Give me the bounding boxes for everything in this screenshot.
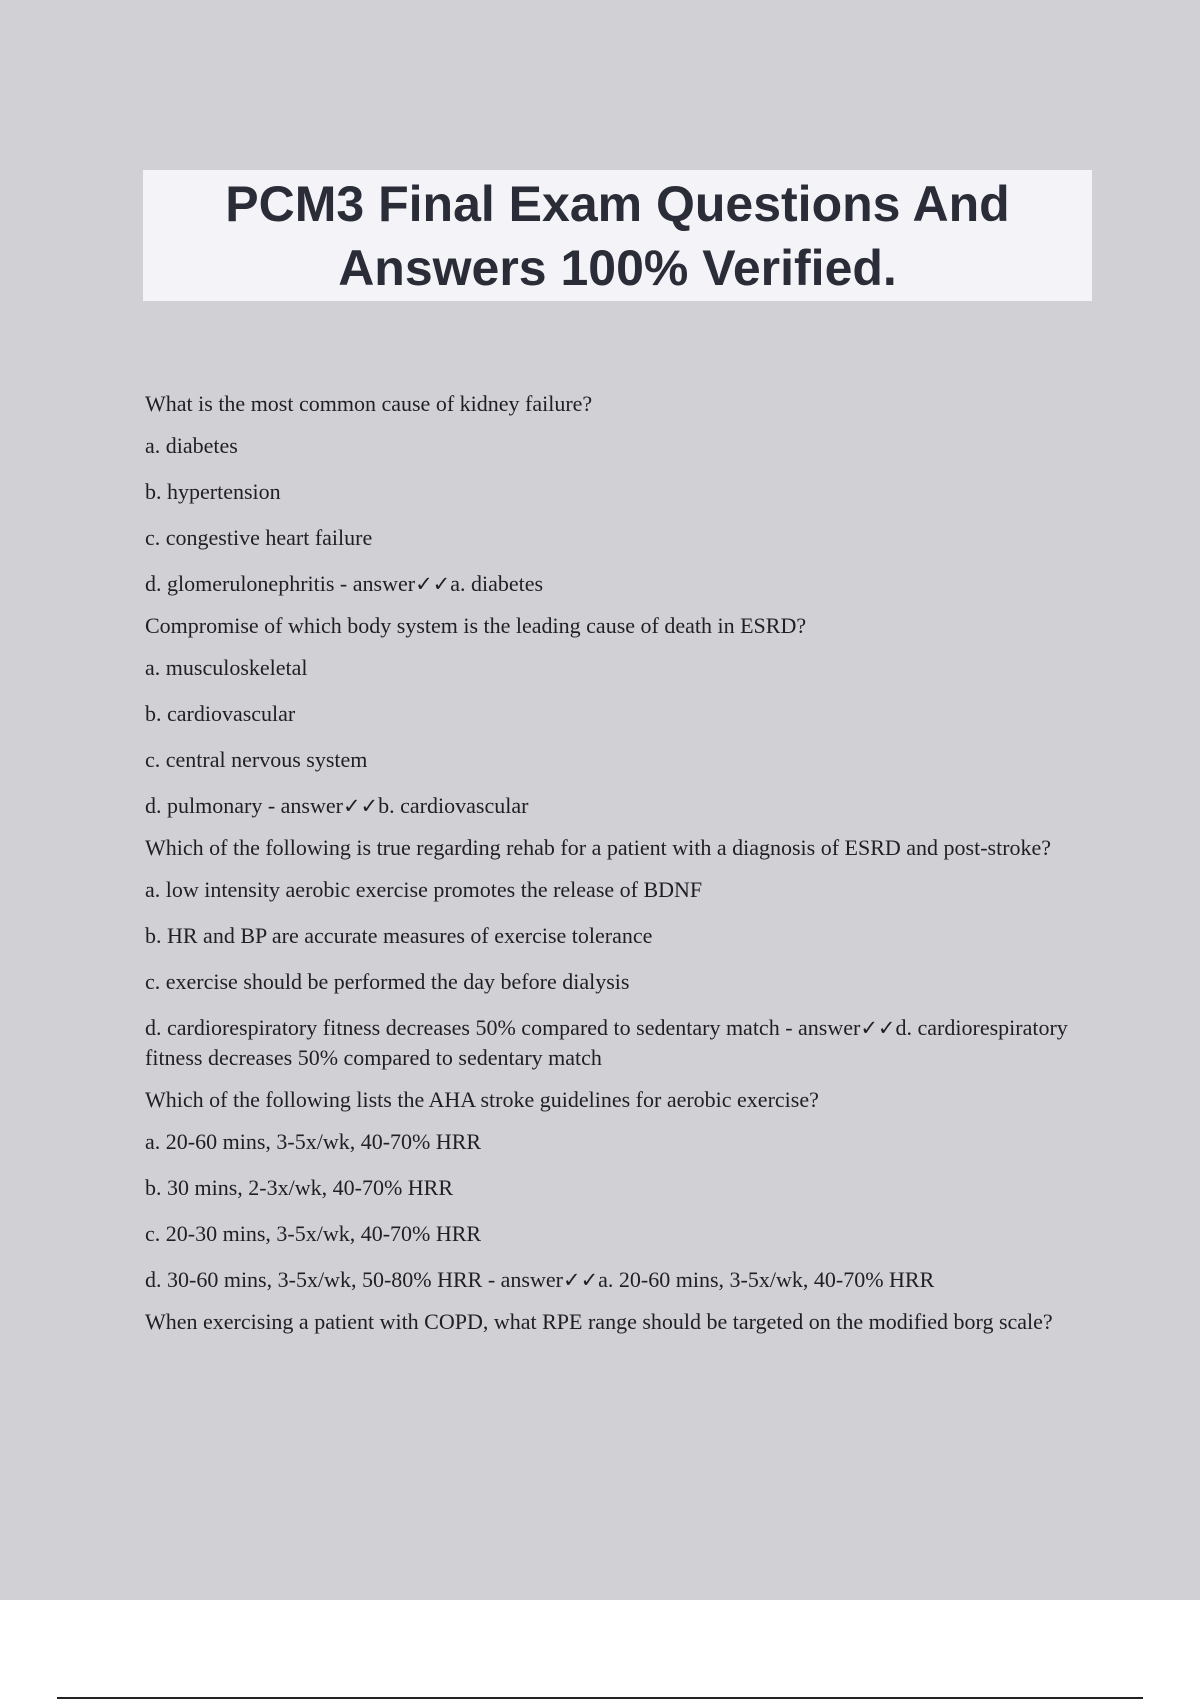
option-d-with-answer [145, 1013, 1085, 1073]
qa-content [145, 389, 1085, 1349]
double-check-icon: ✓✓ [415, 572, 451, 596]
option-d: d. pulmonary - answer [145, 793, 343, 818]
question-text: Which of the following is true regarding rehab for a patient with a diagnosis of ESRD and post-stroke? [145, 835, 1052, 860]
option-c: c. congestive heart failure [145, 525, 373, 550]
answer-text: b. cardiovascular [378, 793, 529, 818]
option-d: d. glomerulonephritis - answer [145, 571, 416, 596]
answer-text: a. diabetes [450, 571, 544, 596]
option-c: c. 20-30 mins, 3-5x/wk, 40-70% HRR [145, 1221, 482, 1246]
option-d: d. 30-60 mins, 3-5x/wk, 50-80% HRR - answer [145, 1267, 563, 1292]
question-block-5 [145, 1307, 1085, 1337]
question-text: Which of the following lists the AHA stroke guidelines for aerobic exercise? [145, 1087, 819, 1112]
question-block-2 [145, 611, 1085, 821]
option-a: a. diabetes [145, 433, 238, 458]
title-banner [143, 170, 1092, 301]
footer-divider [57, 1697, 1143, 1699]
option-d-with-answer [145, 569, 1085, 599]
question-text: Compromise of which body system is the leading cause of death in ESRD? [145, 613, 807, 638]
answer-text: a. 20-60 mins, 3-5x/wk, 40-70% HRR [598, 1267, 935, 1292]
option-b: b. hypertension [145, 479, 281, 504]
question-block-4 [145, 1085, 1085, 1295]
option-c: c. exercise should be performed the day before dialysis [145, 969, 630, 994]
double-check-icon: ✓✓ [562, 1268, 599, 1292]
option-b: b. cardiovascular [145, 701, 296, 726]
document-title-line-1: PCM3 Final Exam Questions And [225, 175, 1010, 232]
option-b: b. HR and BP are accurate measures of exercise tolerance [145, 923, 653, 948]
question-text: What is the most common cause of kidney failure? [145, 391, 593, 416]
option-d: d. cardiorespiratory fitness decreases 50% compared to sedentary match - answer [145, 1015, 861, 1040]
option-d-with-answer [145, 791, 1085, 821]
double-check-icon: ✓✓ [342, 794, 379, 818]
option-b: b. 30 mins, 2-3x/wk, 40-70% HRR [145, 1175, 453, 1200]
option-a: a. 20-60 mins, 3-5x/wk, 40-70% HRR [145, 1129, 482, 1154]
question-block-1 [145, 389, 1085, 599]
answer-text: d. cardiorespiratory fitness decreases 50% compared to sedentary match [145, 1015, 1068, 1070]
document-title-line-2: Answers 100% Verified. [338, 239, 897, 296]
question-text: When exercising a patient with COPD, what RPE range should be targeted on the modified borg scale? [145, 1309, 1053, 1334]
option-a: a. musculoskeletal [145, 655, 308, 680]
option-d-with-answer [145, 1265, 1085, 1295]
double-check-icon: ✓✓ [860, 1016, 896, 1040]
option-c: c. central nervous system [145, 747, 368, 772]
page-footer-area [0, 1600, 1200, 1700]
option-a: a. low intensity aerobic exercise promotes the release of BDNF [145, 877, 703, 902]
question-block-3 [145, 833, 1085, 1073]
